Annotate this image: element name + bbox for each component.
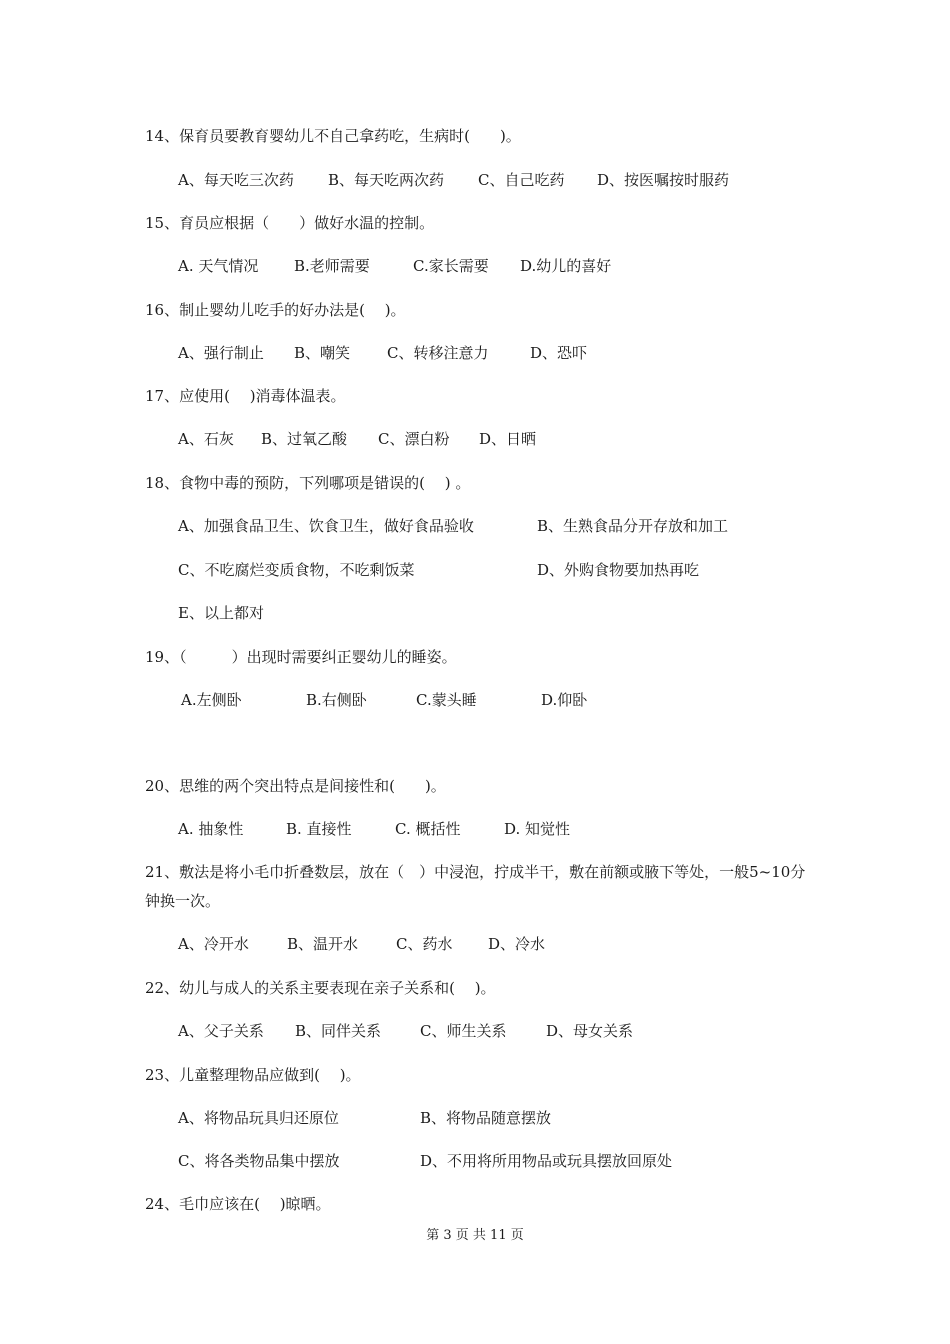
question-14-option-c: C、自己吃药 [478, 171, 565, 189]
question-17-option-a: A、石灰 [178, 430, 234, 448]
question-18-option-c: C、不吃腐烂变质食物，不吃剩饭菜 [178, 561, 415, 579]
question-19-option-a: A.左侧卧 [181, 691, 242, 709]
question-22-option-d: D、母女关系 [546, 1022, 634, 1040]
question-22-option-c: C、师生关系 [420, 1022, 507, 1040]
question-21-option-a: A、冷开水 [178, 935, 249, 953]
question-23-option-c: C、将各类物品集中摆放 [178, 1152, 340, 1170]
question-19-option-c: C.蒙头睡 [416, 691, 477, 709]
page-footer: 第 3 页 共 11 页 [426, 1228, 524, 1243]
question-19-option-d: D.仰卧 [541, 691, 588, 709]
question-14-option-a: A、每天吃三次药 [178, 171, 294, 189]
question-14-stem: 14、保育员要教育婴幼儿不自己拿药吃，生病时( )。 [145, 127, 521, 145]
question-16-option-a: A、强行制止 [178, 344, 264, 362]
question-15-option-a: A. 天气情况 [178, 257, 259, 275]
question-20-option-c: C. 概括性 [395, 820, 461, 838]
question-17-stem: 17、应使用( )消毒体温表。 [145, 387, 346, 405]
question-17-option-c: C、漂白粉 [378, 430, 450, 448]
question-14-option-d: D、按医嘱按时服药 [597, 171, 730, 189]
question-18-option-e: E、以上都对 [178, 604, 264, 622]
question-22-option-a: A、父子关系 [178, 1022, 264, 1040]
question-17-option-d: D、日晒 [479, 430, 537, 448]
question-23-option-b: B、将物品随意摆放 [420, 1109, 552, 1127]
question-18-option-d: D、外购食物要加热再吃 [537, 561, 700, 579]
question-23-option-d: D、不用将所用物品或玩具摆放回原处 [420, 1152, 673, 1170]
question-19-option-b: B.右侧卧 [306, 691, 367, 709]
question-23-option-a: A、将物品玩具归还原位 [178, 1109, 339, 1127]
question-16-option-b: B、嘲笑 [294, 344, 351, 362]
question-16-option-d: D、恐吓 [530, 344, 588, 362]
question-15-option-b: B.老师需要 [294, 257, 370, 275]
question-22-option-b: B、同伴关系 [295, 1022, 382, 1040]
question-15-option-c: C.家长需要 [413, 257, 489, 275]
question-20-stem: 20、思维的两个突出特点是间接性和( )。 [145, 777, 446, 795]
question-16-option-c: C、转移注意力 [387, 344, 489, 362]
question-18-option-b: B、生熟食品分开存放和加工 [537, 517, 729, 535]
question-22-stem: 22、幼儿与成人的关系主要表现在亲子关系和( )。 [145, 979, 496, 997]
question-19-stem: 19、（ ）出现时需要纠正婴幼儿的睡姿。 [145, 648, 457, 666]
question-21-option-c: C、药水 [396, 935, 453, 953]
question-18-option-a: A、加强食品卫生、饮食卫生，做好食品验收 [178, 517, 474, 535]
question-24-stem: 24、毛巾应该在( )晾晒。 [145, 1195, 331, 1213]
question-16-stem: 16、制止婴幼儿吃手的好办法是( )。 [145, 301, 406, 319]
question-14-option-b: B、每天吃两次药 [328, 171, 445, 189]
question-21-stem: 21、敷法是将小毛巾折叠数层，放在（ ）中浸泡，拧成半干，敷在前额或腋下等处，一般5~10分钟换一次。 [145, 863, 806, 910]
question-15-stem: 15、育员应根据（ ）做好水温的控制。 [145, 214, 435, 232]
question-21-option-b: B、温开水 [287, 935, 359, 953]
question-20-option-b: B. 直接性 [286, 820, 352, 838]
question-23-stem: 23、儿童整理物品应做到( )。 [145, 1066, 361, 1084]
question-17-option-b: B、过氧乙酸 [261, 430, 348, 448]
question-18-stem: 18、食物中毒的预防，下列哪项是错误的( ) 。 [145, 474, 471, 492]
question-21-option-d: D、冷水 [488, 935, 546, 953]
question-20-option-a: A. 抽象性 [178, 820, 244, 838]
question-15-option-d: D.幼儿的喜好 [520, 257, 612, 275]
question-20-option-d: D. 知觉性 [504, 820, 571, 838]
